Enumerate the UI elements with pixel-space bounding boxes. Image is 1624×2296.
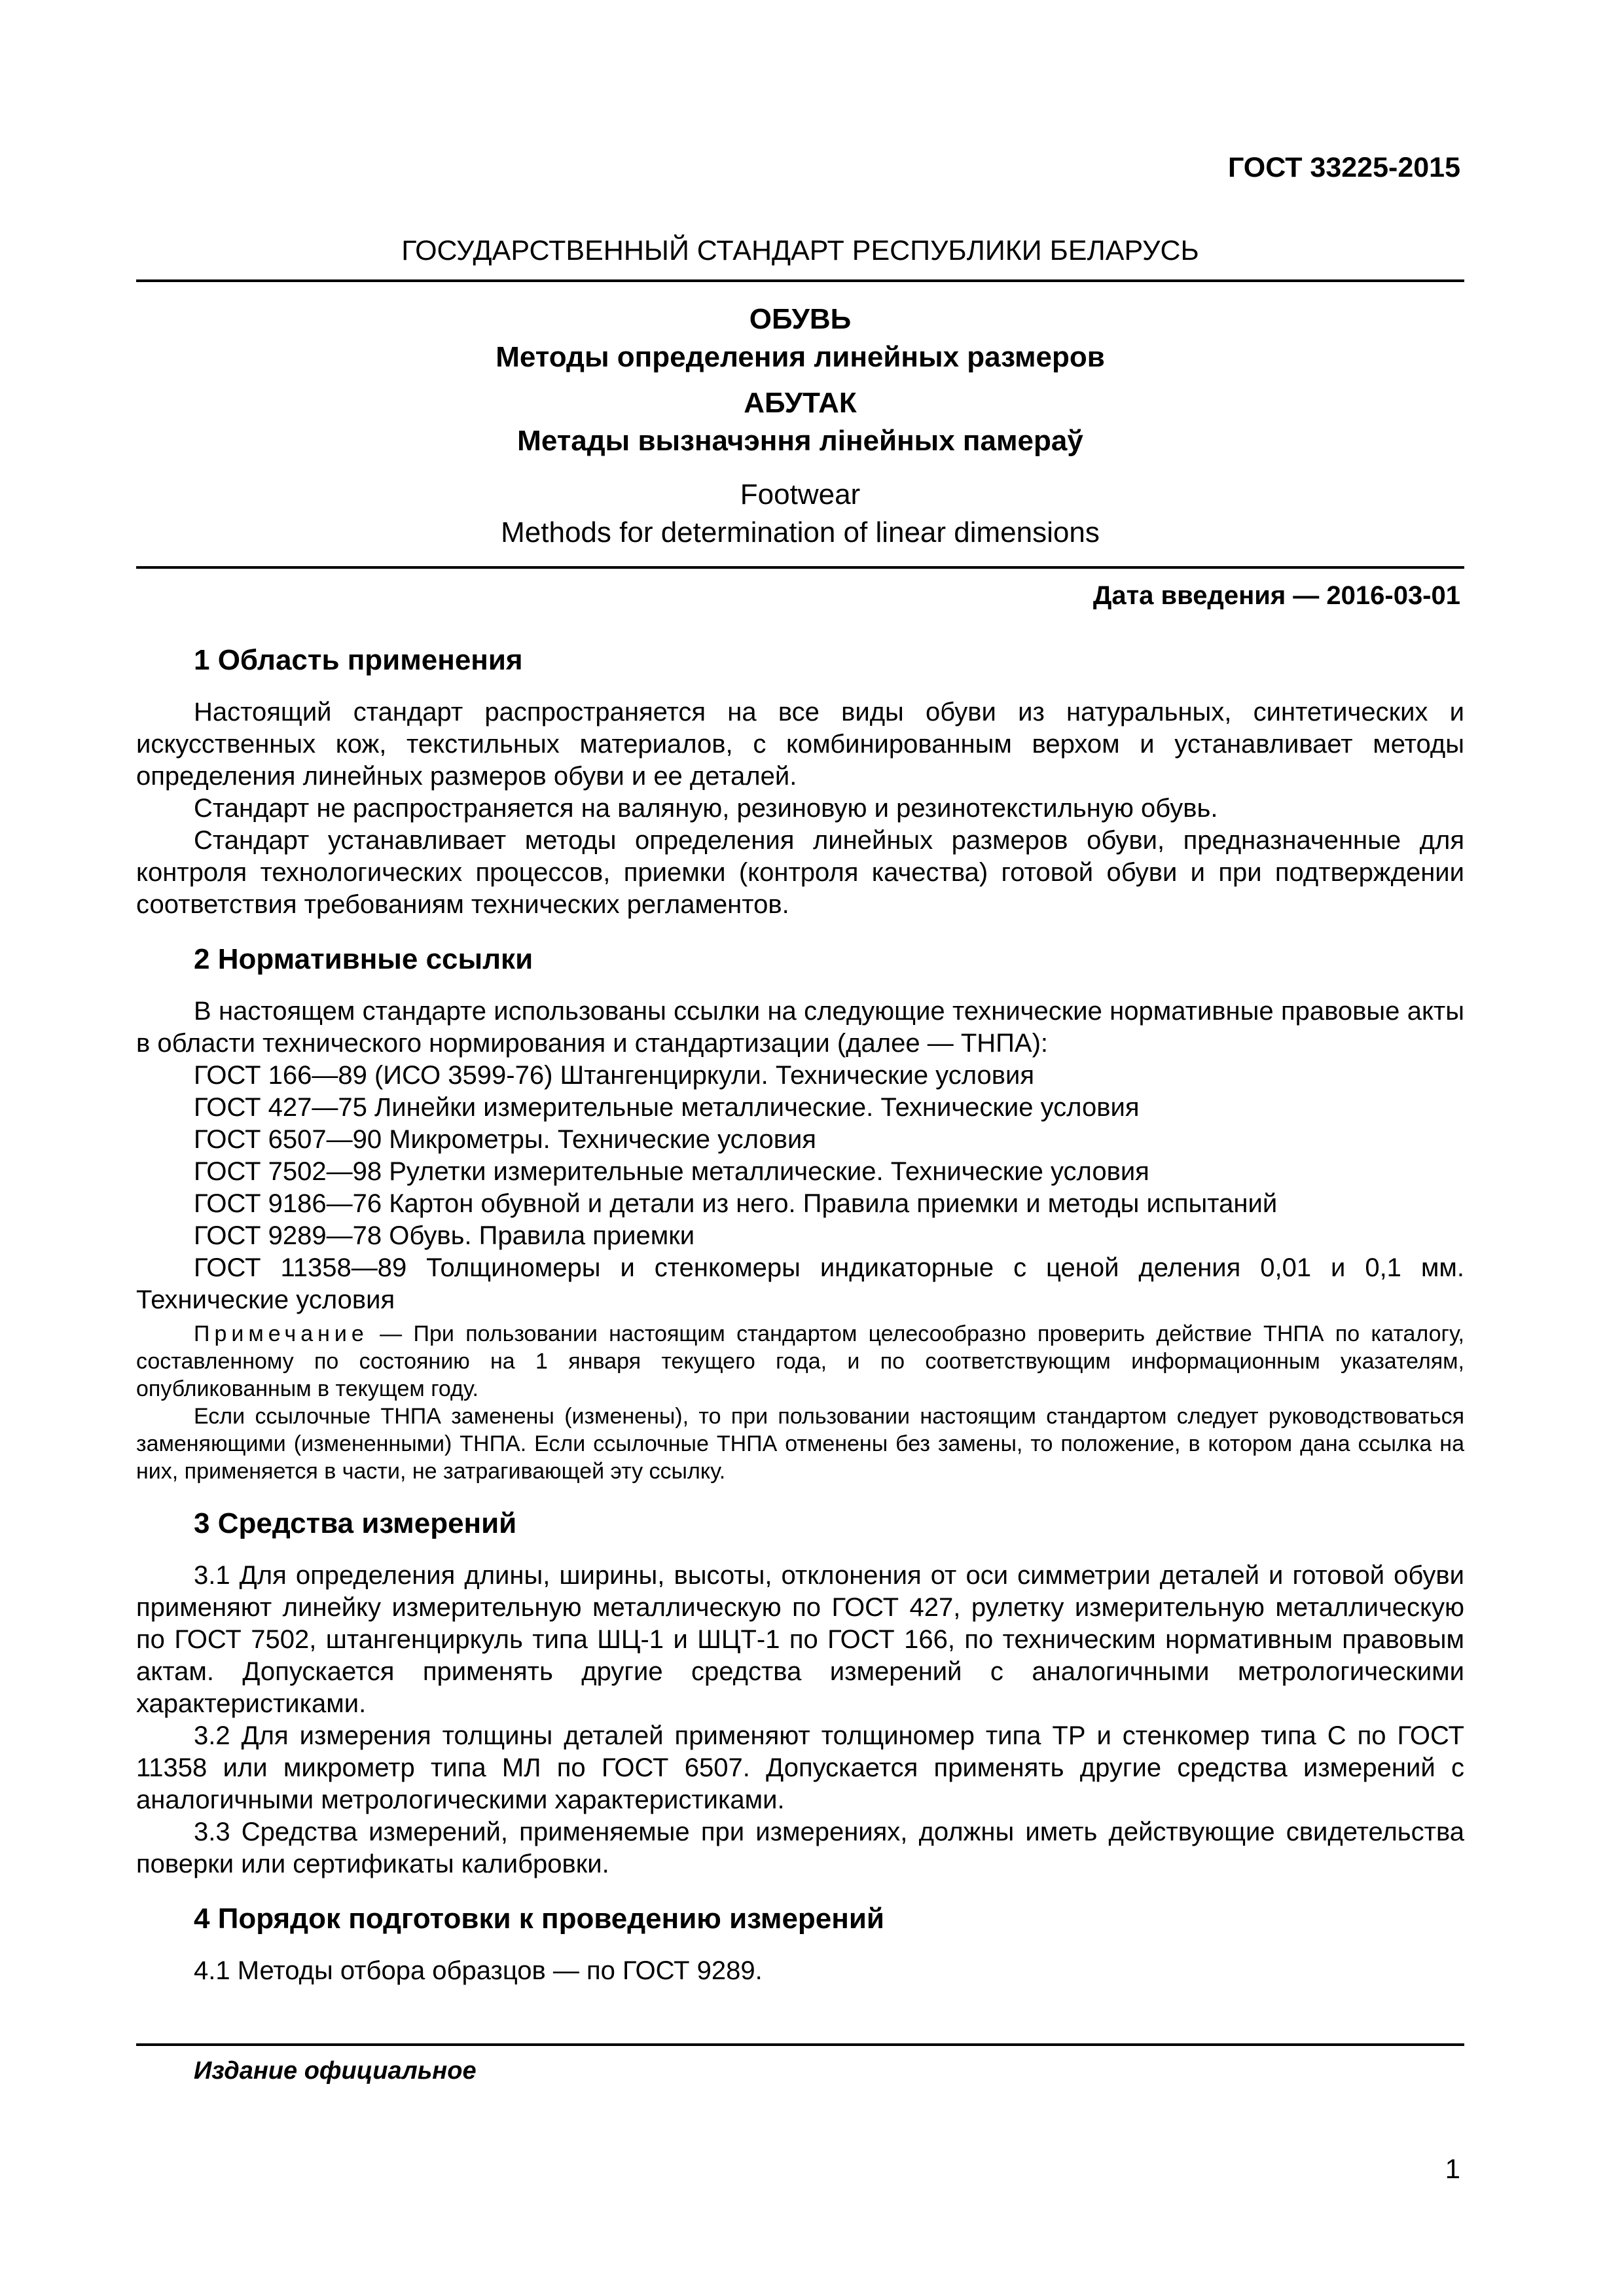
- title-ru: ОБУВЬ: [749, 303, 852, 335]
- divider-top: [136, 279, 1464, 282]
- reference-item: ГОСТ 11358—89 Толщиномеры и стенкомеры индикаторные с ценой деления 0,01 и 0,1 мм. Технические условия: [136, 1253, 1464, 1314]
- reference-item: ГОСТ 6507—90 Микрометры. Технические условия: [194, 1125, 816, 1154]
- state-standard-title: ГОСУДАРСТВЕННЫЙ СТАНДАРТ РЕСПУБЛИКИ БЕЛАРУСЬ: [401, 235, 1199, 266]
- edition-label: Издание официальное: [194, 2057, 477, 2085]
- reference-item: ГОСТ 166—89 (ИСО 3599-76) Штангенциркули. Технические условия: [194, 1061, 1035, 1090]
- page-number: 1: [1445, 2153, 1460, 2184]
- subtitle-en: Methods for determination of linear dimensions: [501, 516, 1100, 548]
- paragraph: Стандарт устанавливает методы определения линейных размеров обуви, предназначенные для контроля технологических процессов, приемки (контроля качества) готовой обуви и при подтверждении соответствия требованиям технических регламентов.: [136, 826, 1464, 919]
- title-block: [136, 232, 1464, 569]
- reference-item: ГОСТ 9186—76 Картон обувной и детали из него. Правила приемки и методы испытаний: [194, 1189, 1278, 1218]
- section-normative-references: [136, 941, 1464, 1485]
- subtitle-by: Метады вызначэння лінейных памераў: [517, 425, 1083, 457]
- section-measuring-instruments: [136, 1505, 1464, 1880]
- footer-divider: [136, 2043, 1464, 2046]
- paragraph: В настоящем стандарте использованы ссылки на следующие технические нормативные правовые акты в области технического нормирования и стандартизации (далее — ТНПА):: [136, 997, 1464, 1058]
- divider-bottom: [136, 566, 1464, 569]
- subtitle-ru: Методы определения линейных размеров: [496, 341, 1105, 373]
- section-heading: 3 Средства измерений: [194, 1507, 517, 1539]
- paragraph: 4.1 Методы отбора образцов — по ГОСТ 9289.: [194, 1956, 763, 1985]
- section-heading: 4 Порядок подготовки к проведению измерений: [194, 1903, 884, 1935]
- document-body: [136, 641, 1464, 1987]
- reference-item: ГОСТ 7502—98 Рулетки измерительные металлические. Технические условия: [194, 1157, 1149, 1186]
- paragraph: 3.1 Для определения длины, ширины, высоты, отклонения от оси симметрии деталей и готовой обуви применяют линейку измерительную металлическую по ГОСТ 427, рулетку измерительную металлическую по ГОСТ 7502, штангенциркуль типа ШЦ-1 и ШЦТ-1 по ГОСТ 166, по техническим нормативным правовым актам. Допускается применять другие средства измерений с аналогичными метрологическими характеристиками.: [136, 1561, 1464, 1718]
- paragraph: Стандарт не распространяется на валяную, резиновую и резинотекстильную обувь.: [194, 794, 1218, 823]
- title-en: Footwear: [740, 478, 861, 511]
- paragraph: 3.3 Средства измерений, применяемые при измерениях, должны иметь действующие свидетельства поверки или сертификаты калибровки.: [136, 1818, 1464, 1878]
- note-label: Примечание: [194, 1321, 369, 1346]
- note-text: — При пользовании настоящим стандартом целесообразно проверить действие ТНПА по каталогу, составленному по состоянию на 1 января текущего года, и по соответствующим информационным указателям, опубликованным в текущем году.: [136, 1321, 1464, 1401]
- section-scope: [136, 641, 1464, 921]
- section-preparation: [136, 1900, 1464, 1987]
- section-heading: 1 Область применения: [194, 644, 523, 676]
- paragraph: 3.2 Для измерения толщины деталей применяют толщиномер типа ТР и стенкомер типа С по ГОСТ 11358 или микрометр типа МЛ по ГОСТ 6507. Допускается применять другие средства измерений с аналогичными метрологическими характеристиками.: [136, 1721, 1464, 1814]
- introduction-date: Дата введения — 2016-03-01: [1092, 581, 1460, 610]
- reference-item: ГОСТ 9289—78 Обувь. Правила приемки: [194, 1221, 695, 1250]
- paragraph: Настоящий стандарт распространяется на все виды обуви из натуральных, синтетических и искусственных кож, текстильных материалов, с комбинированным верхом и устанавливает методы определения линейных размеров обуви и ее деталей.: [136, 698, 1464, 791]
- title-by: АБУТАК: [744, 387, 857, 419]
- document-code: ГОСТ 33225-2015: [1227, 152, 1460, 183]
- reference-item: ГОСТ 427—75 Линейки измерительные металлические. Технические условия: [194, 1093, 1140, 1122]
- note-paragraph: Если ссылочные ТНПА заменены (изменены), то при пользовании настоящим стандартом следует руководствоваться заменяющими (измененными) ТНПА. Если ссылочные ТНПА отменены без замены, то положение, в котором дана ссылка на них, применяется в части, не затрагивающей эту ссылку.: [136, 1404, 1464, 1484]
- section-heading: 2 Нормативные ссылки: [194, 943, 533, 975]
- titles: [136, 300, 1464, 552]
- note: [136, 1320, 1464, 1403]
